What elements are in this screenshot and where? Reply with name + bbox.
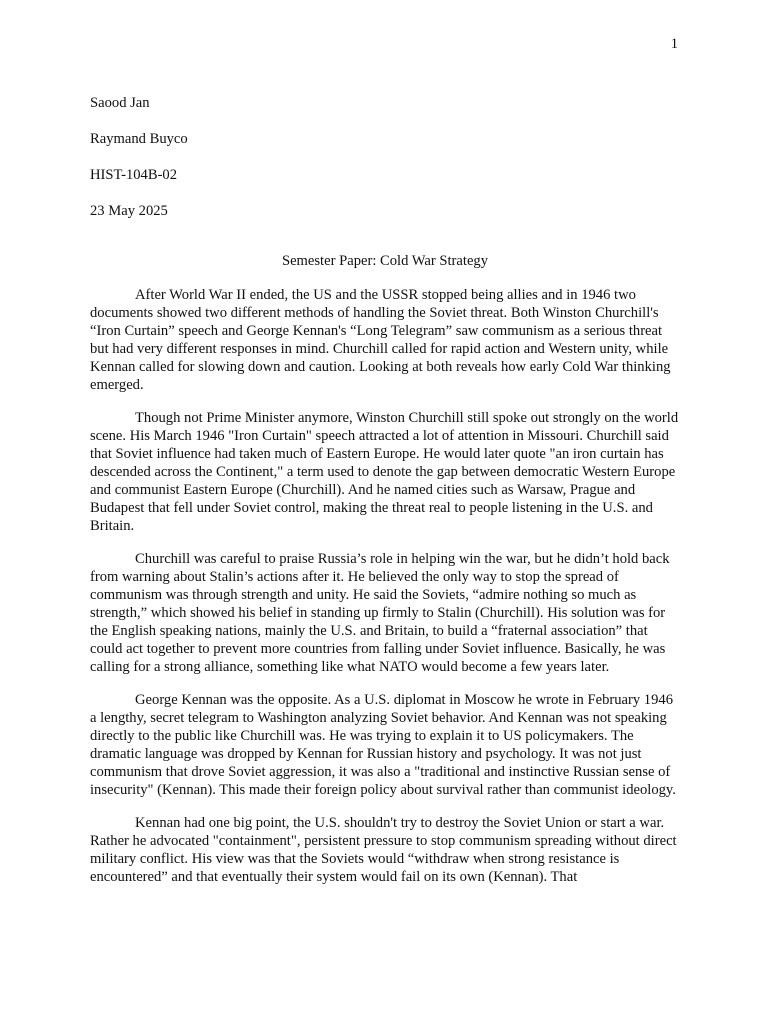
paper-date: 23 May 2025 xyxy=(90,203,168,219)
paragraph: Kennan had one big point, the U.S. shouldn't try to destroy the Soviet Union or start a war. Rather he advocated "containment", persistent pressure to stop communism spreading without direct military conflict. His view was that the Soviets would “withdraw when strong resistance is encountered” and that eventually their system would fail on its own (Kennan). That xyxy=(90,815,677,885)
instructor-name: Raymand Buyco xyxy=(90,131,188,147)
author-name: Saood Jan xyxy=(90,95,150,111)
paragraph: Though not Prime Minister anymore, Winston Churchill still spoke out strongly on the world scene. His March 1946 "Iron Curtain" speech attracted a lot of attention in Missouri. Churchill said that Soviet influence had taken much of Eastern Europe. He would later quote "an iron curtain has descended across the Continent," a term used to denote the gap between democratic Western Europe and communist Eastern Europe (Churchill). And he named cities such as Warsaw, Prague and Budapest that fell under Soviet control, making the threat real to people listening in the U.S. and Britain. xyxy=(90,410,679,534)
course-code: HIST-104B-02 xyxy=(90,167,178,183)
paper-body xyxy=(90,286,680,901)
paragraph: George Kennan was the opposite. As a U.S. diplomat in Moscow he wrote in February 1946 a lengthy, secret telegram to Washington analyzing Soviet behavior. And Kennan was not speaking directly to the public like Churchill was. He was trying to explain it to US policymakers. The dramatic language was dropped by Kennan for Russian history and psychology. It was not just communism that drove Soviet aggression, it was also a "traditional and instinctive Russian sense of insecurity" (Kennan). This made their foreign policy about survival rather than communist ideology. xyxy=(90,692,676,798)
header-block xyxy=(90,94,680,238)
paragraph: Churchill was careful to praise Russia’s role in helping win the war, but he didn’t hold back from warning about Stalin’s actions after it. He believed the only way to stop the spread of communism was through strength and unity. He said the Soviets, “admire nothing so much as strength,” which showed his belief in standing up firmly to Stalin (Churchill). His solution was for the English speaking nations, mainly the U.S. and Britain, to build a “fraternal association” that could act together to prevent more countries from falling under Soviet influence. Basically, he was calling for a strong alliance, something like what NATO would become a few years later. xyxy=(90,551,670,675)
paragraph: After World War II ended, the US and the USSR stopped being allies and in 1946 two documents showed two different methods of handling the Soviet threat. Both Winston Churchill's “Iron Curtain” speech and George Kennan's “Long Telegram” saw communism as a serious threat but had very different responses in mind. Churchill called for rapid action and Western unity, while Kennan called for slowing down and caution. Looking at both reveals how early Cold War thinking emerged. xyxy=(90,287,671,393)
paper-title: Semester Paper: Cold War Strategy xyxy=(281,253,489,269)
page-number: 1 xyxy=(670,36,678,52)
